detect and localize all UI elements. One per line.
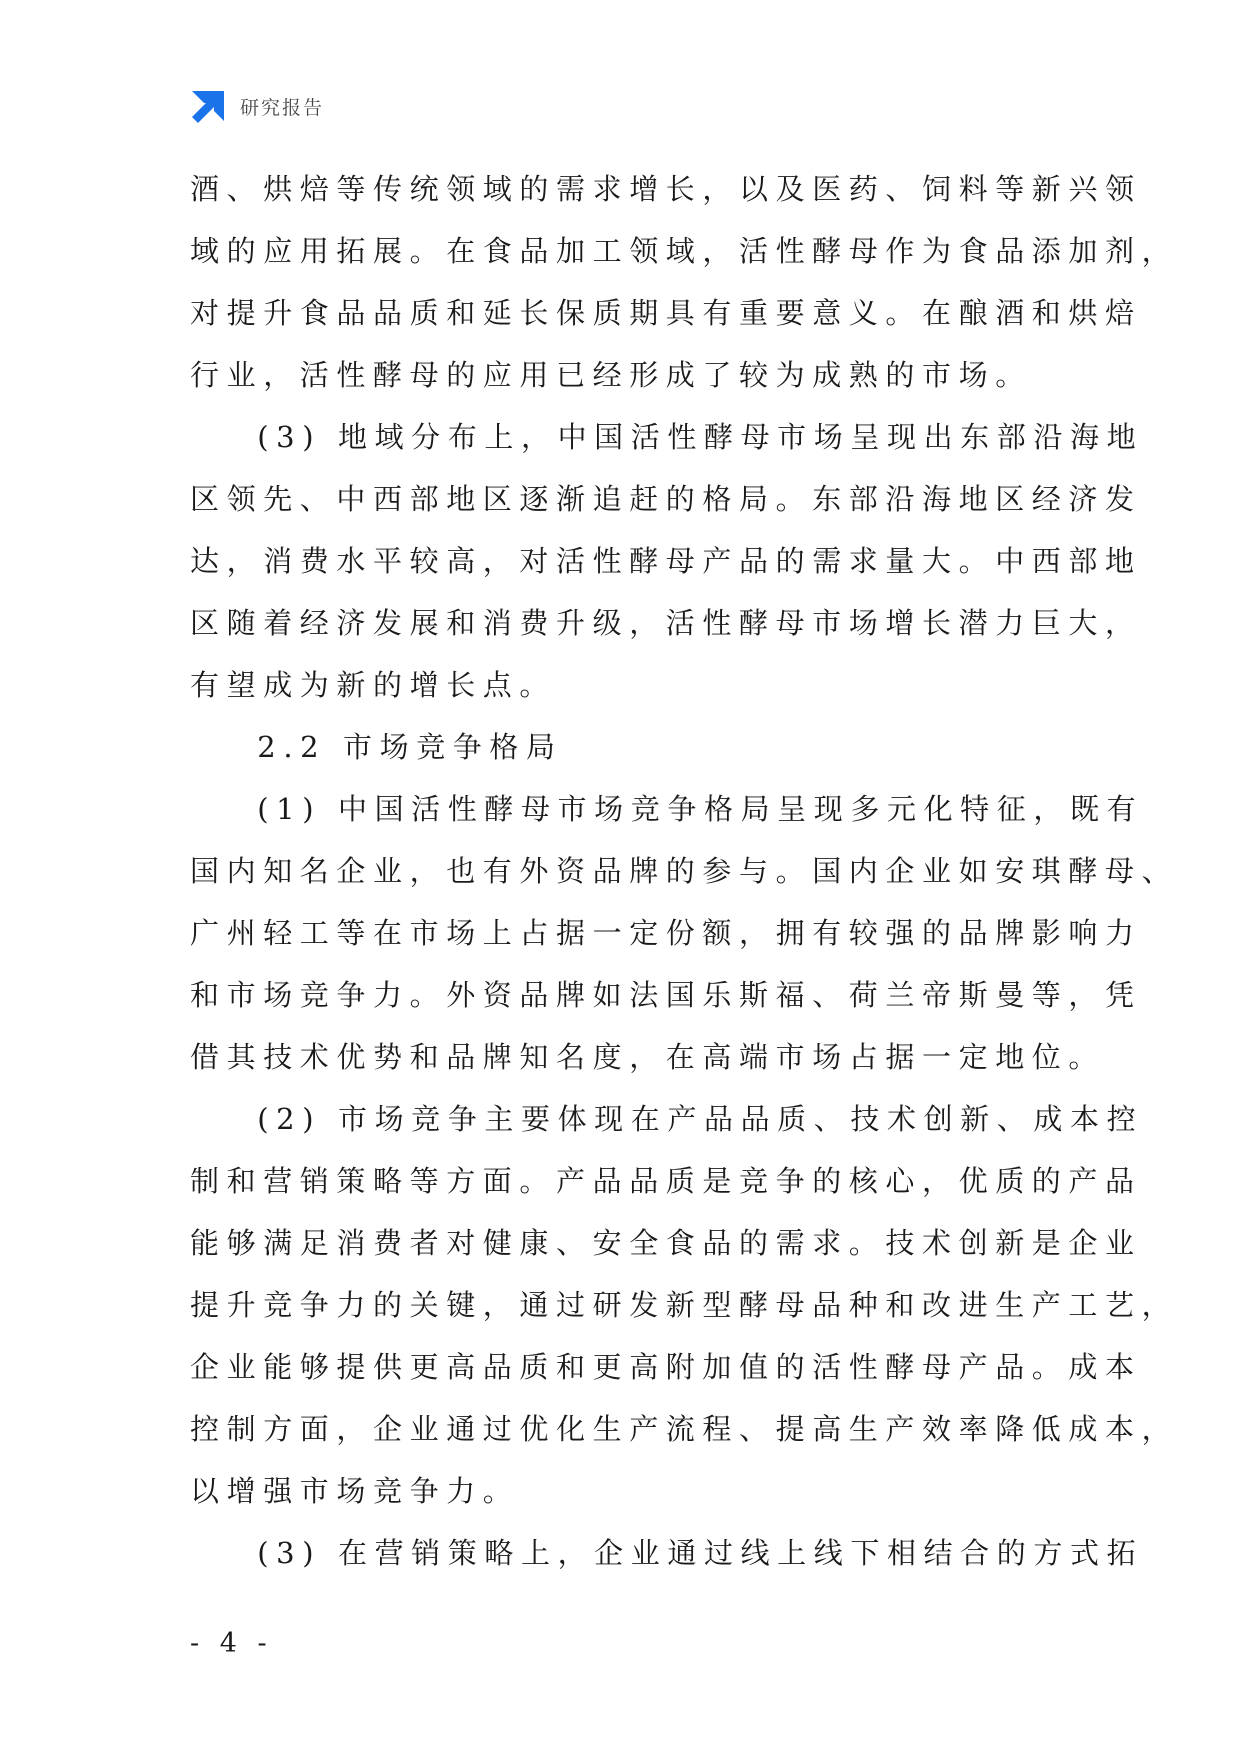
text-line: 达，消费水平较高，对活性酵母产品的需求量大。中西部地 [190, 544, 1142, 578]
text-line: 以增强市场竞争力。 [190, 1474, 520, 1508]
page-number: - 4 - [190, 1628, 273, 1659]
text-line: 酒、烘焙等传统领域的需求增长，以及医药、饲料等新兴领 [190, 172, 1142, 206]
text-line: 能够满足消费者对健康、安全食品的需求。技术创新是企业 [190, 1226, 1142, 1260]
text-line: 国内知名企业，也有外资品牌的参与。国内企业如安琪酵母、 [190, 854, 1179, 888]
page-header [190, 88, 324, 124]
text-line: (2) 市场竞争主要体现在产品品质、技术创新、成本控 [190, 1102, 1144, 1136]
text-line: 行业，活性酵母的应用已经形成了较为成熟的市场。 [190, 358, 1032, 392]
text-line: 提升竞争力的关键，通过研发新型酵母品种和改进生产工艺， [190, 1288, 1179, 1322]
text-line: 制和营销策略等方面。产品品质是竞争的核心，优质的产品 [190, 1164, 1142, 1198]
arrow-up-right-icon [190, 89, 226, 123]
text-line: (3) 地域分布上，中国活性酵母市场呈现出东部沿海地 [190, 420, 1144, 454]
text-line: 企业能够提供更高品质和更高附加值的活性酵母产品。成本 [190, 1350, 1142, 1384]
text-line: 区领先、中西部地区逐渐追赶的格局。东部沿海地区经济发 [190, 482, 1142, 516]
text-line: (1) 中国活性酵母市场竞争格局呈现多元化特征，既有 [190, 792, 1144, 826]
text-line: 域的应用拓展。在食品加工领域，活性酵母作为食品添加剂， [190, 234, 1179, 268]
text-line: 对提升食品品质和延长保质期具有重要意义。在酿酒和烘焙 [190, 296, 1142, 330]
text-line: 和市场竞争力。外资品牌如法国乐斯福、荷兰帝斯曼等，凭 [190, 978, 1142, 1012]
body-text [190, 158, 1179, 1584]
text-line: 有望成为新的增长点。 [190, 668, 557, 702]
text-line: 广州轻工等在市场上占据一定份额，拥有较强的品牌影响力 [190, 916, 1142, 950]
section-heading: 2.2 市场竞争格局 [190, 730, 563, 764]
header-label: 研究报告 [240, 96, 325, 119]
text-line: 控制方面，企业通过优化生产流程、提高生产效率降低成本， [190, 1412, 1179, 1446]
text-line: 借其技术优势和品牌知名度，在高端市场占据一定地位。 [190, 1040, 1106, 1074]
text-line: 区随着经济发展和消费升级，活性酵母市场增长潜力巨大， [190, 606, 1142, 640]
text-line: (3) 在营销策略上，企业通过线上线下相结合的方式拓 [190, 1536, 1144, 1570]
